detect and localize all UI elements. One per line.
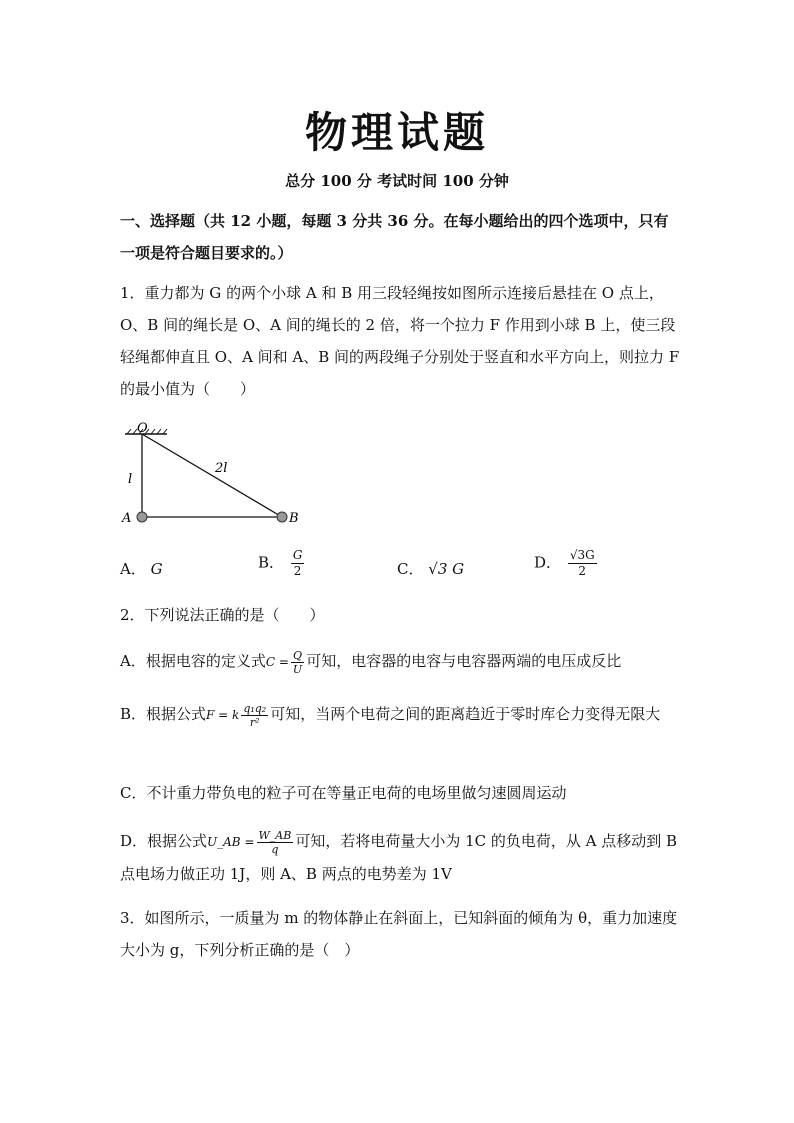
- formula-lhs: C =: [265, 655, 289, 669]
- label-B: B: [289, 511, 299, 526]
- fraction-denominator: q: [271, 842, 279, 856]
- rope-OB: [142, 434, 282, 517]
- section-heading: 一、选择题（共 12 小题，每题 3 分共 36 分。在每小题给出的四个选项中，只有一项是符合题目要求的。）: [120, 212, 669, 262]
- exam-info: 总分 100 分 考试时间 100 分钟: [285, 172, 509, 190]
- option-text: 可知，若将电荷量大小为 1C 的负电荷，从 A 点移动到 B 点电场力做正功 1J，则 A、B 两点的电势差为 1V: [120, 832, 678, 883]
- q1-option-b: [258, 548, 306, 579]
- fraction-numerator: Q: [291, 649, 304, 663]
- formula-lhs: U_AB =: [207, 835, 255, 849]
- question-1-text: 1．重力都为 G 的两个小球 A 和 B 用三段轻绳按如图所示连接后悬挂在 O 点上，O、B 间的绳长是 O、A 间的绳长的 2 倍，将一个拉力 F 作用到小球 B 上，使三段轻绳都伸直且 O、A 间和 A、B 间的两段绳子分别处于竖直和水平方向上，则拉力 F 的最小值为（ ）: [120, 284, 680, 398]
- ball-A: [137, 512, 147, 522]
- option-text: D．根据公式: [120, 832, 208, 850]
- fraction-numerator: G: [292, 548, 303, 562]
- fraction-numerator: W_AB: [258, 828, 292, 842]
- q2-option-a: [120, 645, 680, 678]
- option-value: √3 G: [428, 560, 465, 578]
- q1-option-a: [120, 558, 163, 579]
- q1-option-c: [397, 558, 464, 579]
- question-2-stem: 2．下列说法正确的是（ ）: [120, 606, 325, 624]
- option-label: B．: [258, 553, 285, 572]
- q1-option-d: [534, 548, 599, 579]
- label-A: A: [122, 511, 132, 526]
- q2-option-d: [120, 825, 680, 890]
- option-value: G: [150, 560, 163, 578]
- fraction-denominator: U: [292, 662, 303, 676]
- option-text: A．根据电容的定义式: [120, 652, 266, 670]
- label-l: l: [128, 472, 133, 487]
- label-2l: 2l: [215, 461, 228, 476]
- q2-option-b: [120, 698, 680, 731]
- option-label: A．: [120, 560, 146, 578]
- option-label: D．: [534, 553, 562, 572]
- fraction-numerator: √3G: [569, 548, 595, 562]
- label-O: O: [137, 421, 148, 436]
- option-text: B．根据公式: [120, 705, 207, 723]
- option-text: 可知，电容器的电容与电容器两端的电压成反比: [306, 652, 622, 670]
- question-3-text: 3．如图所示，一质量为 m 的物体静止在斜面上，已知斜面的倾角为 θ，重力加速度大小为 g，下列分析正确的是（ ）: [120, 909, 678, 959]
- option-label: C．: [397, 560, 424, 578]
- fraction-denominator: r²: [249, 715, 260, 729]
- option-text: 可知，当两个电荷之间的距离趋近于零时库仑力变得无限大: [270, 705, 661, 723]
- ball-B: [277, 512, 287, 522]
- fraction-denominator: 2: [578, 564, 587, 578]
- page-title: 物理试题: [304, 108, 489, 157]
- formula-lhs: F = k: [206, 708, 240, 722]
- q1-figure: [115, 420, 315, 535]
- fraction-numerator: q₁q₂: [243, 701, 267, 715]
- q2-option-c: C．不计重力带负电的粒子可在等量正电荷的电场里做匀速圆周运动: [120, 784, 567, 802]
- fraction-denominator: 2: [293, 564, 302, 578]
